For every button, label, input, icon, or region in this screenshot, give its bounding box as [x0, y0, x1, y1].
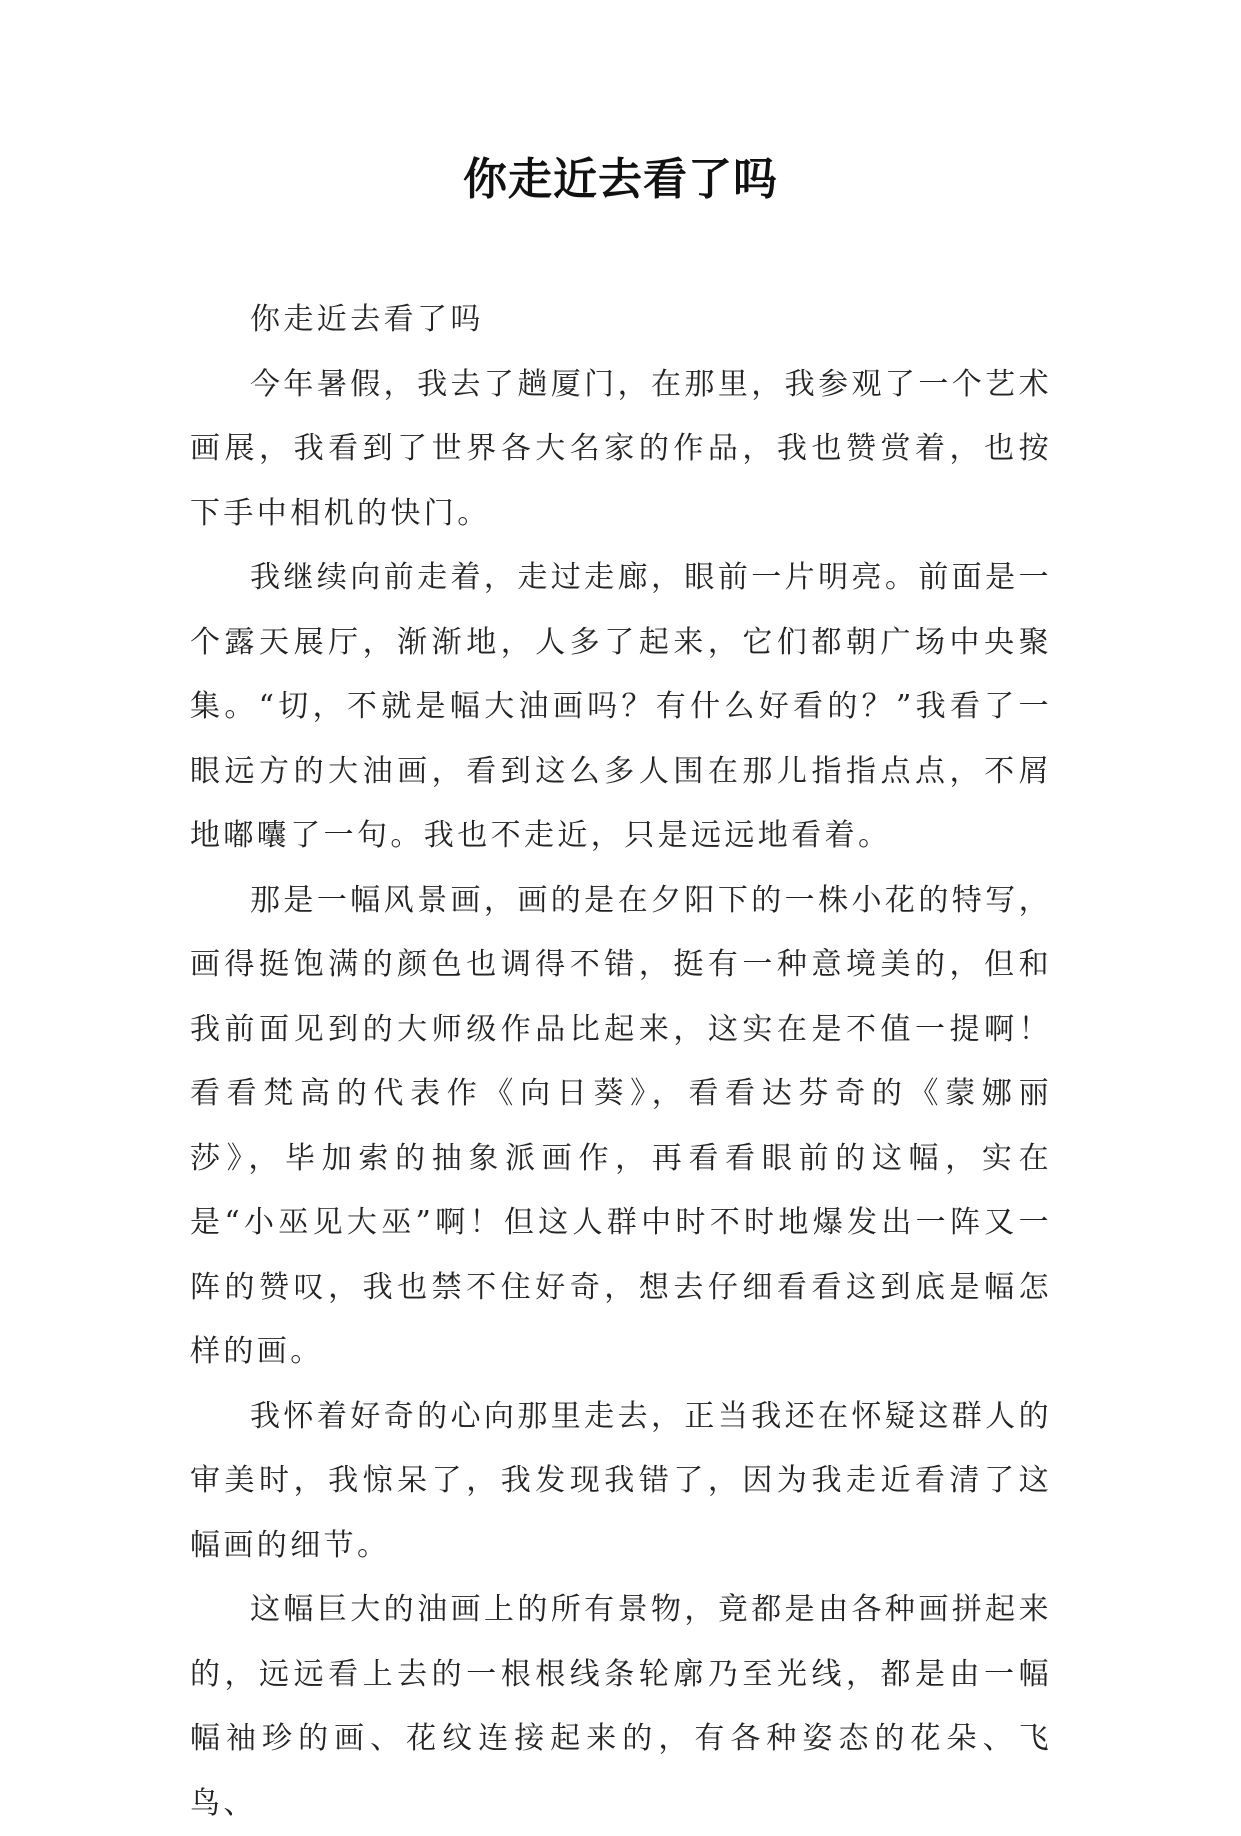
- paragraph: 我怀着好奇的心向那里走去，正当我还在怀疑这群人的审美时，我惊呆了，我发现我错了，因为我走近看清了这幅画的细节。: [190, 1398, 1052, 1563]
- paragraph: 这幅巨大的油画上的所有景物，竟都是由各种画拼起来的，远远看上去的一根根线条轮廓乃至光线，都是由一幅幅袖珍的画、花纹连接起来的，有各种姿态的花朵、飞鸟、: [190, 1592, 1052, 1821]
- document-title: 你走近去看了吗: [463, 154, 778, 205]
- document-body: [190, 288, 1052, 1836]
- paragraph: 那是一幅风景画，画的是在夕阳下的一株小花的特写，画得挺饱满的颜色也调得不错，挺有一种意境美的，但和我前面见到的大师级作品比起来，这实在是不值一提啊！看看梵高的代表作《向日葵》，看看达芬奇的《蒙娜丽莎》，毕加索的抽象派画作，再看看眼前的这幅，实在是“小巫见大巫”啊！但这人群中时不时地爆发出一阵又一阵的赞叹，我也禁不住好奇，想去仔细看看这到底是幅怎样的画。: [190, 882, 1052, 1369]
- paragraph: 今年暑假，我去了趟厦门，在那里，我参观了一个艺术画展，我看到了世界各大名家的作品，我也赞赏着，也按下手中相机的快门。: [190, 366, 1052, 531]
- paragraph-subtitle: 你走近去看了吗: [250, 302, 484, 337]
- paragraph: 我继续向前走着，走过走廊，眼前一片明亮。前面是一个露天展厅，渐渐地，人多了起来，它们都朝广场中央聚集。“切，不就是幅大油画吗？有什么好看的？”我看了一眼远方的大油画，看到这么多人围在那儿指指点点，不屑地嘟囔了一句。我也不走近，只是远远地看着。: [190, 560, 1052, 853]
